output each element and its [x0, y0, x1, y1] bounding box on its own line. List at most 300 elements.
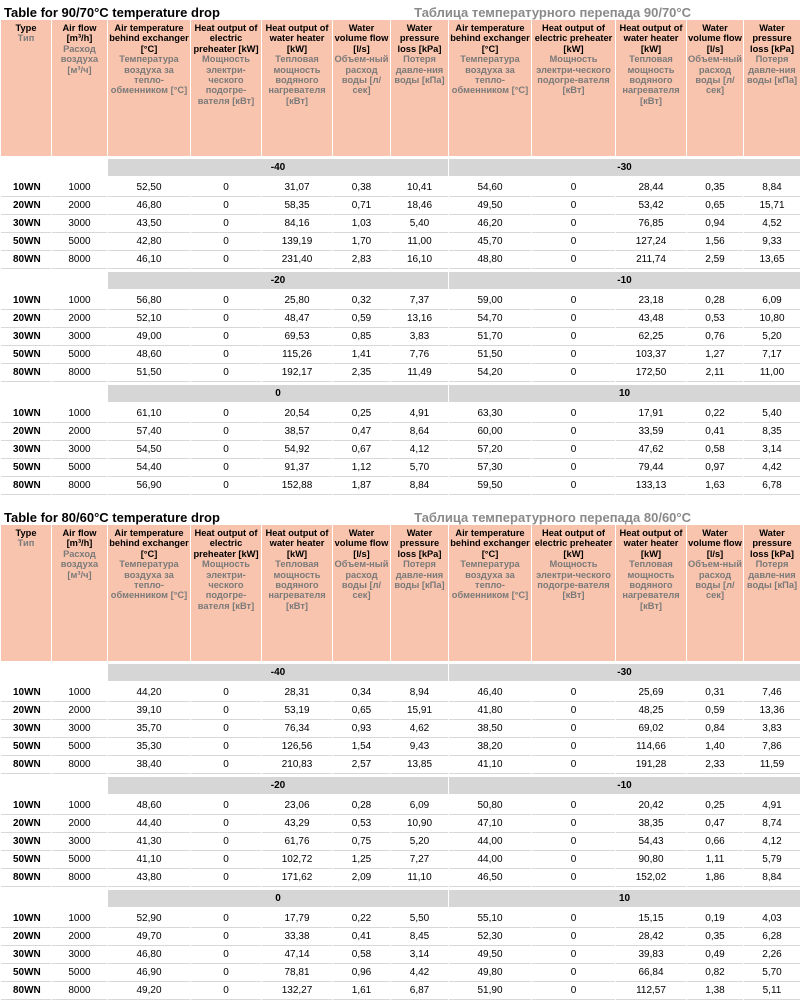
outdoor-temp-right: -10 [449, 272, 800, 289]
cell-value: 1,86 [687, 869, 743, 887]
header-label-en: Air temperature behind exchanger [°C] [450, 23, 530, 54]
outdoor-temp-right: 10 [449, 890, 800, 907]
cell-value: 231,40 [262, 251, 332, 269]
cell-type: 10WN [1, 179, 51, 197]
cell-value: 102,72 [262, 851, 332, 869]
cell-value: 43,80 [108, 869, 190, 887]
cell-value: 0,59 [333, 310, 390, 328]
cell-type: 50WN [1, 233, 51, 251]
header-label-en: Heat output of water heater [kW] [265, 23, 329, 54]
header-label-en: Water volume flow [l/s] [688, 23, 742, 54]
header-air-temp [449, 525, 531, 661]
cell-value: 0 [532, 797, 615, 815]
cell-type: 10WN [1, 405, 51, 423]
cell-value: 13,36 [744, 702, 800, 720]
cell-value: 48,60 [108, 346, 190, 364]
table-row [1, 459, 800, 477]
cell-air-flow: 3000 [52, 833, 107, 851]
header-water-flow [687, 20, 743, 156]
cell-air-flow: 2000 [52, 702, 107, 720]
cell-value: 15,91 [391, 702, 448, 720]
cell-value: 0,71 [333, 197, 390, 215]
cell-value: 0 [532, 441, 615, 459]
cell-value: 53,42 [616, 197, 686, 215]
cell-value: 0,38 [333, 179, 390, 197]
cell-value: 0 [191, 328, 261, 346]
cell-value: 0 [191, 215, 261, 233]
cell-type: 20WN [1, 702, 51, 720]
cell-value: 8,64 [391, 423, 448, 441]
cell-air-flow: 2000 [52, 423, 107, 441]
header-label-en: Type [15, 528, 37, 538]
cell-value: 0 [532, 179, 615, 197]
cell-value: 44,40 [108, 815, 190, 833]
blank-cell [1, 664, 107, 681]
cell-value: 49,70 [108, 928, 190, 946]
blank-cell [1, 272, 107, 289]
data-table [0, 525, 800, 1000]
cell-value: 0 [532, 215, 615, 233]
cell-value: 69,53 [262, 328, 332, 346]
table-title-en: Table for 80/60°C temperature drop [4, 510, 220, 525]
cell-value: 0 [532, 364, 615, 382]
cell-value: 0,65 [687, 197, 743, 215]
cell-value: 0,49 [687, 946, 743, 964]
cell-value: 76,85 [616, 215, 686, 233]
cell-value: 46,50 [449, 869, 531, 887]
cell-value: 0 [532, 756, 615, 774]
header-label-en: Water pressure loss [kPa] [397, 23, 442, 54]
cell-value: 1,41 [333, 346, 390, 364]
cell-type: 10WN [1, 797, 51, 815]
outdoor-temp-right: -30 [449, 664, 800, 681]
header-pressure [391, 525, 448, 661]
cell-value: 3,14 [744, 441, 800, 459]
outdoor-temp-left: -40 [108, 664, 448, 681]
header-label-en: Heat output of water heater [kW] [265, 528, 329, 559]
header-water-flow [687, 525, 743, 661]
header-type [1, 20, 51, 156]
cell-value: 38,50 [449, 720, 531, 738]
table-row [1, 833, 800, 851]
header-pressure [744, 20, 800, 156]
cell-value: 191,28 [616, 756, 686, 774]
cell-value: 4,42 [744, 459, 800, 477]
cell-type: 10WN [1, 910, 51, 928]
cell-value: 152,88 [262, 477, 332, 495]
cell-value: 9,43 [391, 738, 448, 756]
header-label-ru: Температура воздуха за тепло-обменником [°C] [451, 54, 529, 96]
cell-value: 46,40 [449, 684, 531, 702]
table-row [1, 251, 800, 269]
cell-value: 0 [532, 346, 615, 364]
cell-value: 210,83 [262, 756, 332, 774]
blank-cell [1, 890, 107, 907]
cell-value: 0,82 [687, 964, 743, 982]
cell-value: 54,92 [262, 441, 332, 459]
header-label-en: Water pressure loss [kPa] [397, 528, 442, 559]
cell-value: 16,10 [391, 251, 448, 269]
cell-value: 0 [191, 459, 261, 477]
cell-value: 61,76 [262, 833, 332, 851]
cell-value: 1,54 [333, 738, 390, 756]
cell-value: 0,35 [687, 179, 743, 197]
cell-type: 80WN [1, 869, 51, 887]
cell-value: 0,94 [687, 215, 743, 233]
table-title-ru: Таблица температурного перепада 80/60°C [414, 510, 691, 525]
cell-value: 114,66 [616, 738, 686, 756]
cell-value: 3,14 [391, 946, 448, 964]
cell-value: 0 [191, 910, 261, 928]
cell-value: 0 [191, 797, 261, 815]
temperature-row [1, 272, 800, 289]
cell-air-flow: 2000 [52, 310, 107, 328]
cell-air-flow: 5000 [52, 346, 107, 364]
cell-value: 8,84 [744, 179, 800, 197]
table-row [1, 964, 800, 982]
cell-value: 0 [191, 756, 261, 774]
table-body [1, 156, 800, 495]
cell-value: 5,79 [744, 851, 800, 869]
cell-value: 4,12 [744, 833, 800, 851]
cell-type: 10WN [1, 684, 51, 702]
cell-value: 76,34 [262, 720, 332, 738]
cell-value: 0,59 [687, 702, 743, 720]
cell-value: 0,47 [687, 815, 743, 833]
cell-air-flow: 8000 [52, 477, 107, 495]
cell-value: 31,07 [262, 179, 332, 197]
cell-value: 0 [532, 982, 615, 1000]
header-label-ru: Тип [17, 33, 35, 44]
cell-value: 0 [532, 251, 615, 269]
cell-value: 46,80 [108, 197, 190, 215]
cell-value: 23,06 [262, 797, 332, 815]
cell-value: 0,41 [333, 928, 390, 946]
header-label-ru: Мощность электри-ческого подогре-вателя [кВт] [197, 559, 255, 611]
cell-air-flow: 5000 [52, 964, 107, 982]
cell-value: 39,83 [616, 946, 686, 964]
cell-value: 69,02 [616, 720, 686, 738]
cell-value: 5,11 [744, 982, 800, 1000]
header-label-en: Heat output of water heater [kW] [619, 23, 683, 54]
cell-value: 59,50 [449, 477, 531, 495]
cell-value: 0 [532, 946, 615, 964]
cell-air-flow: 3000 [52, 328, 107, 346]
cell-air-flow: 3000 [52, 720, 107, 738]
cell-value: 54,40 [108, 459, 190, 477]
cell-value: 0 [191, 346, 261, 364]
cell-type: 20WN [1, 423, 51, 441]
cell-type: 20WN [1, 815, 51, 833]
blank-cell [1, 159, 107, 176]
cell-value: 0,53 [333, 815, 390, 833]
cell-value: 0 [532, 928, 615, 946]
cell-value: 4,91 [744, 797, 800, 815]
outdoor-temp-left: -40 [108, 159, 448, 176]
cell-value: 8,35 [744, 423, 800, 441]
cell-value: 11,49 [391, 364, 448, 382]
header-row [1, 525, 800, 661]
header-label-ru: Расход воздуха [м³/ч] [60, 548, 99, 580]
temperature-row [1, 159, 800, 176]
cell-value: 38,20 [449, 738, 531, 756]
cell-value: 4,12 [391, 441, 448, 459]
cell-value: 6,09 [744, 292, 800, 310]
cell-value: 133,13 [616, 477, 686, 495]
cell-value: 0,34 [333, 684, 390, 702]
cell-value: 11,59 [744, 756, 800, 774]
header-label-ru: Тепловая мощность водяного нагревателя [кВт] [268, 559, 326, 611]
cell-value: 0 [191, 928, 261, 946]
cell-value: 8,84 [744, 869, 800, 887]
cell-value: 10,80 [744, 310, 800, 328]
table-title-row [0, 505, 800, 525]
cell-value: 4,03 [744, 910, 800, 928]
cell-value: 7,76 [391, 346, 448, 364]
cell-value: 0 [191, 815, 261, 833]
cell-value: 47,14 [262, 946, 332, 964]
cell-value: 2,35 [333, 364, 390, 382]
header-label-ru: Объем-ный расход воды [л/сек] [334, 559, 389, 601]
cell-value: 7,46 [744, 684, 800, 702]
header-preheater [191, 20, 261, 156]
table-row [1, 346, 800, 364]
cell-value: 23,18 [616, 292, 686, 310]
cell-value: 49,50 [449, 946, 531, 964]
cell-value: 48,60 [108, 797, 190, 815]
cell-value: 3,83 [391, 328, 448, 346]
cell-value: 0,47 [333, 423, 390, 441]
cell-value: 0 [191, 310, 261, 328]
cell-value: 41,10 [108, 851, 190, 869]
cell-value: 1,56 [687, 233, 743, 251]
cell-value: 115,26 [262, 346, 332, 364]
header-preheater [532, 525, 615, 661]
cell-value: 126,56 [262, 738, 332, 756]
header-label-ru: Мощность электри-ческого подогре-вателя [кВт] [197, 54, 255, 106]
header-label-ru: Тепловая мощность водяного нагревателя [кВт] [622, 54, 680, 106]
table-row [1, 982, 800, 1000]
cell-value: 57,30 [449, 459, 531, 477]
cell-value: 0 [191, 233, 261, 251]
cell-value: 0,41 [687, 423, 743, 441]
header-label-en: Air flow [m³/h] [62, 23, 97, 44]
header-label-ru: Потеря давле-ния воды [кПа] [746, 559, 798, 591]
cell-type: 50WN [1, 851, 51, 869]
cell-value: 78,81 [262, 964, 332, 982]
cell-value: 6,28 [744, 928, 800, 946]
cell-value: 49,20 [108, 982, 190, 1000]
cell-value: 6,87 [391, 982, 448, 1000]
header-water-flow [333, 20, 390, 156]
cell-value: 171,62 [262, 869, 332, 887]
cell-value: 2,57 [333, 756, 390, 774]
cell-value: 52,50 [108, 179, 190, 197]
cell-value: 54,20 [449, 364, 531, 382]
cell-value: 0,22 [687, 405, 743, 423]
blank-cell [1, 385, 107, 402]
header-row [1, 20, 800, 156]
temperature-row [1, 385, 800, 402]
cell-value: 13,16 [391, 310, 448, 328]
table-row [1, 851, 800, 869]
cell-value: 132,27 [262, 982, 332, 1000]
cell-value: 1,40 [687, 738, 743, 756]
cell-value: 60,00 [449, 423, 531, 441]
header-label-en: Air flow [m³/h] [62, 528, 97, 549]
cell-value: 11,10 [391, 869, 448, 887]
outdoor-temp-right: -10 [449, 777, 800, 794]
header-label-ru: Температура воздуха за тепло-обменником [°C] [110, 54, 188, 96]
cell-value: 0,25 [333, 405, 390, 423]
cell-value: 28,44 [616, 179, 686, 197]
cell-value: 0 [191, 441, 261, 459]
cell-value: 112,57 [616, 982, 686, 1000]
cell-type: 20WN [1, 197, 51, 215]
cell-value: 48,80 [449, 251, 531, 269]
cell-value: 15,15 [616, 910, 686, 928]
cell-value: 43,29 [262, 815, 332, 833]
header-label-en: Type [15, 23, 37, 33]
header-label-ru: Температура воздуха за тепло-обменником [°C] [110, 559, 188, 601]
cell-air-flow: 1000 [52, 179, 107, 197]
cell-value: 1,11 [687, 851, 743, 869]
cell-value: 10,90 [391, 815, 448, 833]
cell-value: 0 [532, 405, 615, 423]
cell-value: 54,43 [616, 833, 686, 851]
cell-value: 46,80 [108, 946, 190, 964]
header-label-en: Water volume flow [l/s] [334, 23, 389, 54]
cell-air-flow: 3000 [52, 946, 107, 964]
cell-value: 48,25 [616, 702, 686, 720]
cell-value: 0 [191, 251, 261, 269]
cell-value: 53,19 [262, 702, 332, 720]
cell-air-flow: 8000 [52, 982, 107, 1000]
cell-type: 30WN [1, 215, 51, 233]
header-heat-out [262, 525, 332, 661]
header-label-en: Heat output of electric preheater [kW] [534, 528, 613, 559]
cell-value: 20,54 [262, 405, 332, 423]
cell-value: 41,30 [108, 833, 190, 851]
cell-value: 0 [191, 964, 261, 982]
cell-value: 39,10 [108, 702, 190, 720]
cell-value: 47,62 [616, 441, 686, 459]
cell-value: 46,90 [108, 964, 190, 982]
header-preheater [191, 525, 261, 661]
cell-value: 58,35 [262, 197, 332, 215]
cell-type: 80WN [1, 982, 51, 1000]
cell-value: 44,00 [449, 833, 531, 851]
cell-value: 25,69 [616, 684, 686, 702]
cell-value: 0,31 [687, 684, 743, 702]
cell-value: 33,38 [262, 928, 332, 946]
header-label-en: Air temperature behind exchanger [°C] [450, 528, 530, 559]
cell-air-flow: 5000 [52, 738, 107, 756]
table-row [1, 477, 800, 495]
outdoor-temp-left: 0 [108, 890, 448, 907]
cell-value: 20,42 [616, 797, 686, 815]
header-label-en: Air temperature behind exchanger [°C] [109, 23, 189, 54]
cell-value: 54,50 [108, 441, 190, 459]
cell-value: 4,42 [391, 964, 448, 982]
cell-air-flow: 5000 [52, 233, 107, 251]
cell-air-flow: 5000 [52, 851, 107, 869]
outdoor-temp-right: -30 [449, 159, 800, 176]
table-row [1, 684, 800, 702]
cell-value: 63,30 [449, 405, 531, 423]
cell-value: 46,10 [108, 251, 190, 269]
cell-value: 57,20 [449, 441, 531, 459]
header-pressure [744, 525, 800, 661]
cell-value: 4,52 [744, 215, 800, 233]
header-label-ru: Потеря давле-ния воды [кПа] [394, 559, 445, 591]
cell-type: 80WN [1, 477, 51, 495]
cell-value: 0 [191, 364, 261, 382]
table-row [1, 179, 800, 197]
cell-value: 59,00 [449, 292, 531, 310]
header-heat-out [616, 525, 686, 661]
cell-air-flow: 1000 [52, 910, 107, 928]
cell-value: 47,10 [449, 815, 531, 833]
cell-air-flow: 8000 [52, 756, 107, 774]
cell-value: 8,74 [744, 815, 800, 833]
cell-value: 38,57 [262, 423, 332, 441]
cell-air-flow: 1000 [52, 405, 107, 423]
cell-value: 1,61 [333, 982, 390, 1000]
cell-type: 30WN [1, 328, 51, 346]
cell-value: 45,70 [449, 233, 531, 251]
cell-type: 80WN [1, 364, 51, 382]
table-row [1, 233, 800, 251]
cell-type: 50WN [1, 346, 51, 364]
cell-value: 46,20 [449, 215, 531, 233]
cell-value: 0,28 [333, 797, 390, 815]
cell-value: 1,27 [687, 346, 743, 364]
cell-value: 0,67 [333, 441, 390, 459]
cell-value: 0 [532, 815, 615, 833]
header-air-temp [108, 20, 190, 156]
cell-value: 49,80 [449, 964, 531, 982]
cell-value: 7,17 [744, 346, 800, 364]
cell-value: 61,10 [108, 405, 190, 423]
table-title-ru: Таблица температурного перепада 90/70°C [414, 5, 691, 20]
cell-air-flow: 5000 [52, 459, 107, 477]
cell-value: 11,00 [744, 364, 800, 382]
cell-value: 0,28 [687, 292, 743, 310]
cell-value: 0 [191, 179, 261, 197]
cell-value: 0,66 [687, 833, 743, 851]
table-body [1, 661, 800, 1000]
cell-value: 5,40 [744, 405, 800, 423]
cell-value: 0 [191, 405, 261, 423]
data-table [0, 20, 800, 495]
cell-value: 0 [191, 982, 261, 1000]
header-label-ru: Объем-ный расход воды [л/сек] [688, 54, 742, 96]
cell-value: 0 [532, 684, 615, 702]
cell-value: 152,02 [616, 869, 686, 887]
outdoor-temp-left: -20 [108, 272, 448, 289]
cell-value: 0,75 [333, 833, 390, 851]
cell-air-flow: 2000 [52, 815, 107, 833]
cell-value: 4,91 [391, 405, 448, 423]
cell-type: 20WN [1, 928, 51, 946]
cell-value: 18,46 [391, 197, 448, 215]
header-label-ru: Потеря давле-ния воды [кПа] [746, 54, 798, 86]
outdoor-temp-left: 0 [108, 385, 448, 402]
cell-value: 33,59 [616, 423, 686, 441]
cell-value: 0,53 [687, 310, 743, 328]
cell-value: 0,93 [333, 720, 390, 738]
